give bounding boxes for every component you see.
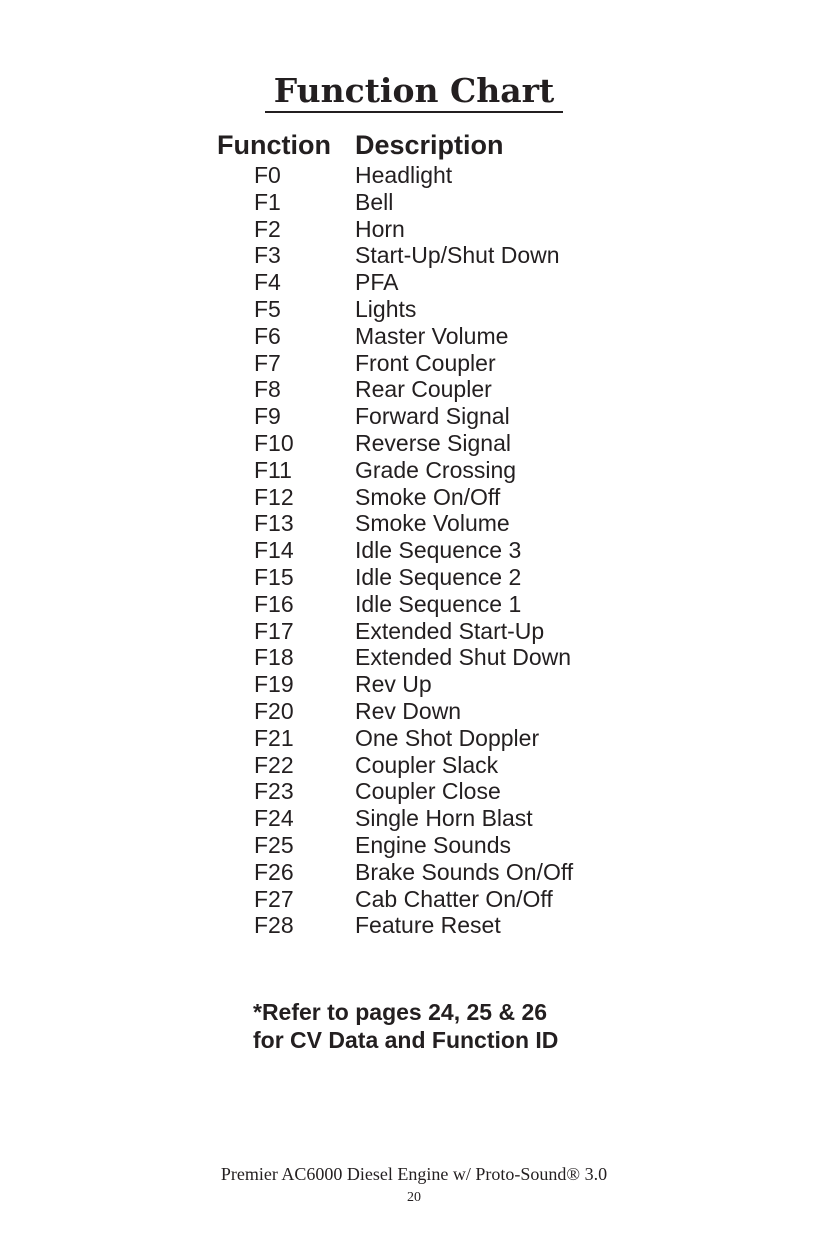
function-description: Cab Chatter On/Off: [355, 885, 553, 912]
function-description: Start-Up/Shut Down: [355, 242, 560, 269]
table-row: [0, 618, 828, 645]
function-description: Front Coupler: [355, 349, 496, 376]
function-key: F26: [254, 858, 294, 885]
function-key: F15: [254, 563, 294, 590]
function-description: Idle Sequence 2: [355, 563, 522, 590]
function-key: F3: [254, 242, 281, 269]
page-number: 20: [407, 1190, 421, 1205]
table-row: [0, 564, 828, 591]
function-key: F14: [254, 537, 294, 564]
function-key: F21: [254, 724, 294, 751]
function-description: Horn: [355, 215, 405, 242]
table-row: [0, 376, 828, 403]
function-key: F11: [254, 456, 292, 483]
table-row: [0, 296, 828, 323]
table-row: [0, 805, 828, 832]
function-description: Headlight: [355, 162, 453, 188]
function-description: Grade Crossing: [355, 456, 517, 483]
table-row: [0, 403, 828, 430]
function-description: Feature Reset: [355, 912, 501, 939]
function-key: F12: [254, 483, 294, 510]
function-key: F4: [254, 269, 281, 296]
function-description: Coupler Close: [355, 778, 501, 805]
footer-title: Premier AC6000 Diesel Engine w/ Proto-Sound® 3.0: [220, 1164, 608, 1184]
function-description: Extended Shut Down: [355, 644, 572, 671]
table-row: [0, 859, 828, 886]
table-row: [0, 484, 828, 511]
function-key: F27: [254, 885, 294, 912]
table-row: [0, 671, 828, 698]
table-row: [0, 912, 828, 939]
reference-note-line: *Refer to pages 24, 25 & 26: [253, 999, 548, 1025]
table-row: [0, 269, 828, 296]
function-key: F28: [254, 912, 294, 939]
title-underline: [265, 111, 563, 113]
function-key: F10: [254, 429, 294, 456]
page-title: Function Chart: [273, 71, 555, 110]
table-row: [0, 323, 828, 350]
function-description: Rev Up: [355, 671, 432, 698]
function-description: Master Volume: [355, 322, 509, 349]
function-table: [0, 162, 828, 939]
function-description: Idle Sequence 1: [355, 590, 522, 617]
function-description: Rear Coupler: [355, 376, 492, 403]
table-row: [0, 216, 828, 243]
column-header-description: Description: [355, 130, 504, 160]
function-key: F1: [254, 188, 281, 215]
reference-note-line: for CV Data and Function ID: [253, 1027, 559, 1053]
function-key: F17: [254, 617, 294, 644]
function-key: F22: [254, 751, 294, 778]
table-row: [0, 510, 828, 537]
table-row: [0, 189, 828, 216]
function-description: Rev Down: [355, 697, 462, 724]
column-header-function: Function: [217, 130, 331, 160]
function-description: Idle Sequence 3: [355, 537, 522, 564]
table-row: [0, 591, 828, 618]
function-key: F16: [254, 590, 294, 617]
function-description: Coupler Slack: [355, 751, 499, 778]
function-key: F6: [254, 322, 281, 349]
function-key: F13: [254, 510, 294, 537]
function-key: F25: [254, 831, 294, 858]
table-row: [0, 698, 828, 725]
table-row: [0, 752, 828, 779]
table-row: [0, 886, 828, 913]
function-key: F9: [254, 403, 281, 430]
function-key: F5: [254, 295, 281, 322]
function-description: Smoke On/Off: [355, 483, 501, 510]
table-row: [0, 537, 828, 564]
function-key: F19: [254, 671, 294, 698]
function-description: Single Horn Blast: [355, 805, 533, 832]
function-key: F7: [254, 349, 281, 376]
function-description: Brake Sounds On/Off: [355, 858, 574, 885]
function-description: Smoke Volume: [355, 510, 510, 537]
function-key: F8: [254, 376, 281, 403]
function-description: Lights: [355, 295, 417, 322]
function-description: Reverse Signal: [355, 429, 511, 456]
table-row: [0, 457, 828, 484]
function-key: F24: [254, 805, 294, 832]
function-key: F23: [254, 778, 294, 805]
function-key: F18: [254, 644, 294, 671]
function-key: F20: [254, 697, 294, 724]
table-row: [0, 350, 828, 377]
function-description: PFA: [355, 269, 399, 296]
function-description: Forward Signal: [355, 403, 510, 430]
table-row: [0, 242, 828, 269]
table-row: [0, 644, 828, 671]
table-row: [0, 430, 828, 457]
reference-note: [253, 998, 558, 1054]
table-row: [0, 162, 828, 189]
table-row: [0, 725, 828, 752]
function-key: F0: [254, 162, 281, 188]
table-row: [0, 832, 828, 859]
table-row: [0, 778, 828, 805]
function-description: Extended Start-Up: [355, 617, 545, 644]
function-key: F2: [254, 215, 281, 242]
function-description: Engine Sounds: [355, 831, 512, 858]
function-description: Bell: [355, 188, 394, 215]
function-description: One Shot Doppler: [355, 724, 540, 751]
